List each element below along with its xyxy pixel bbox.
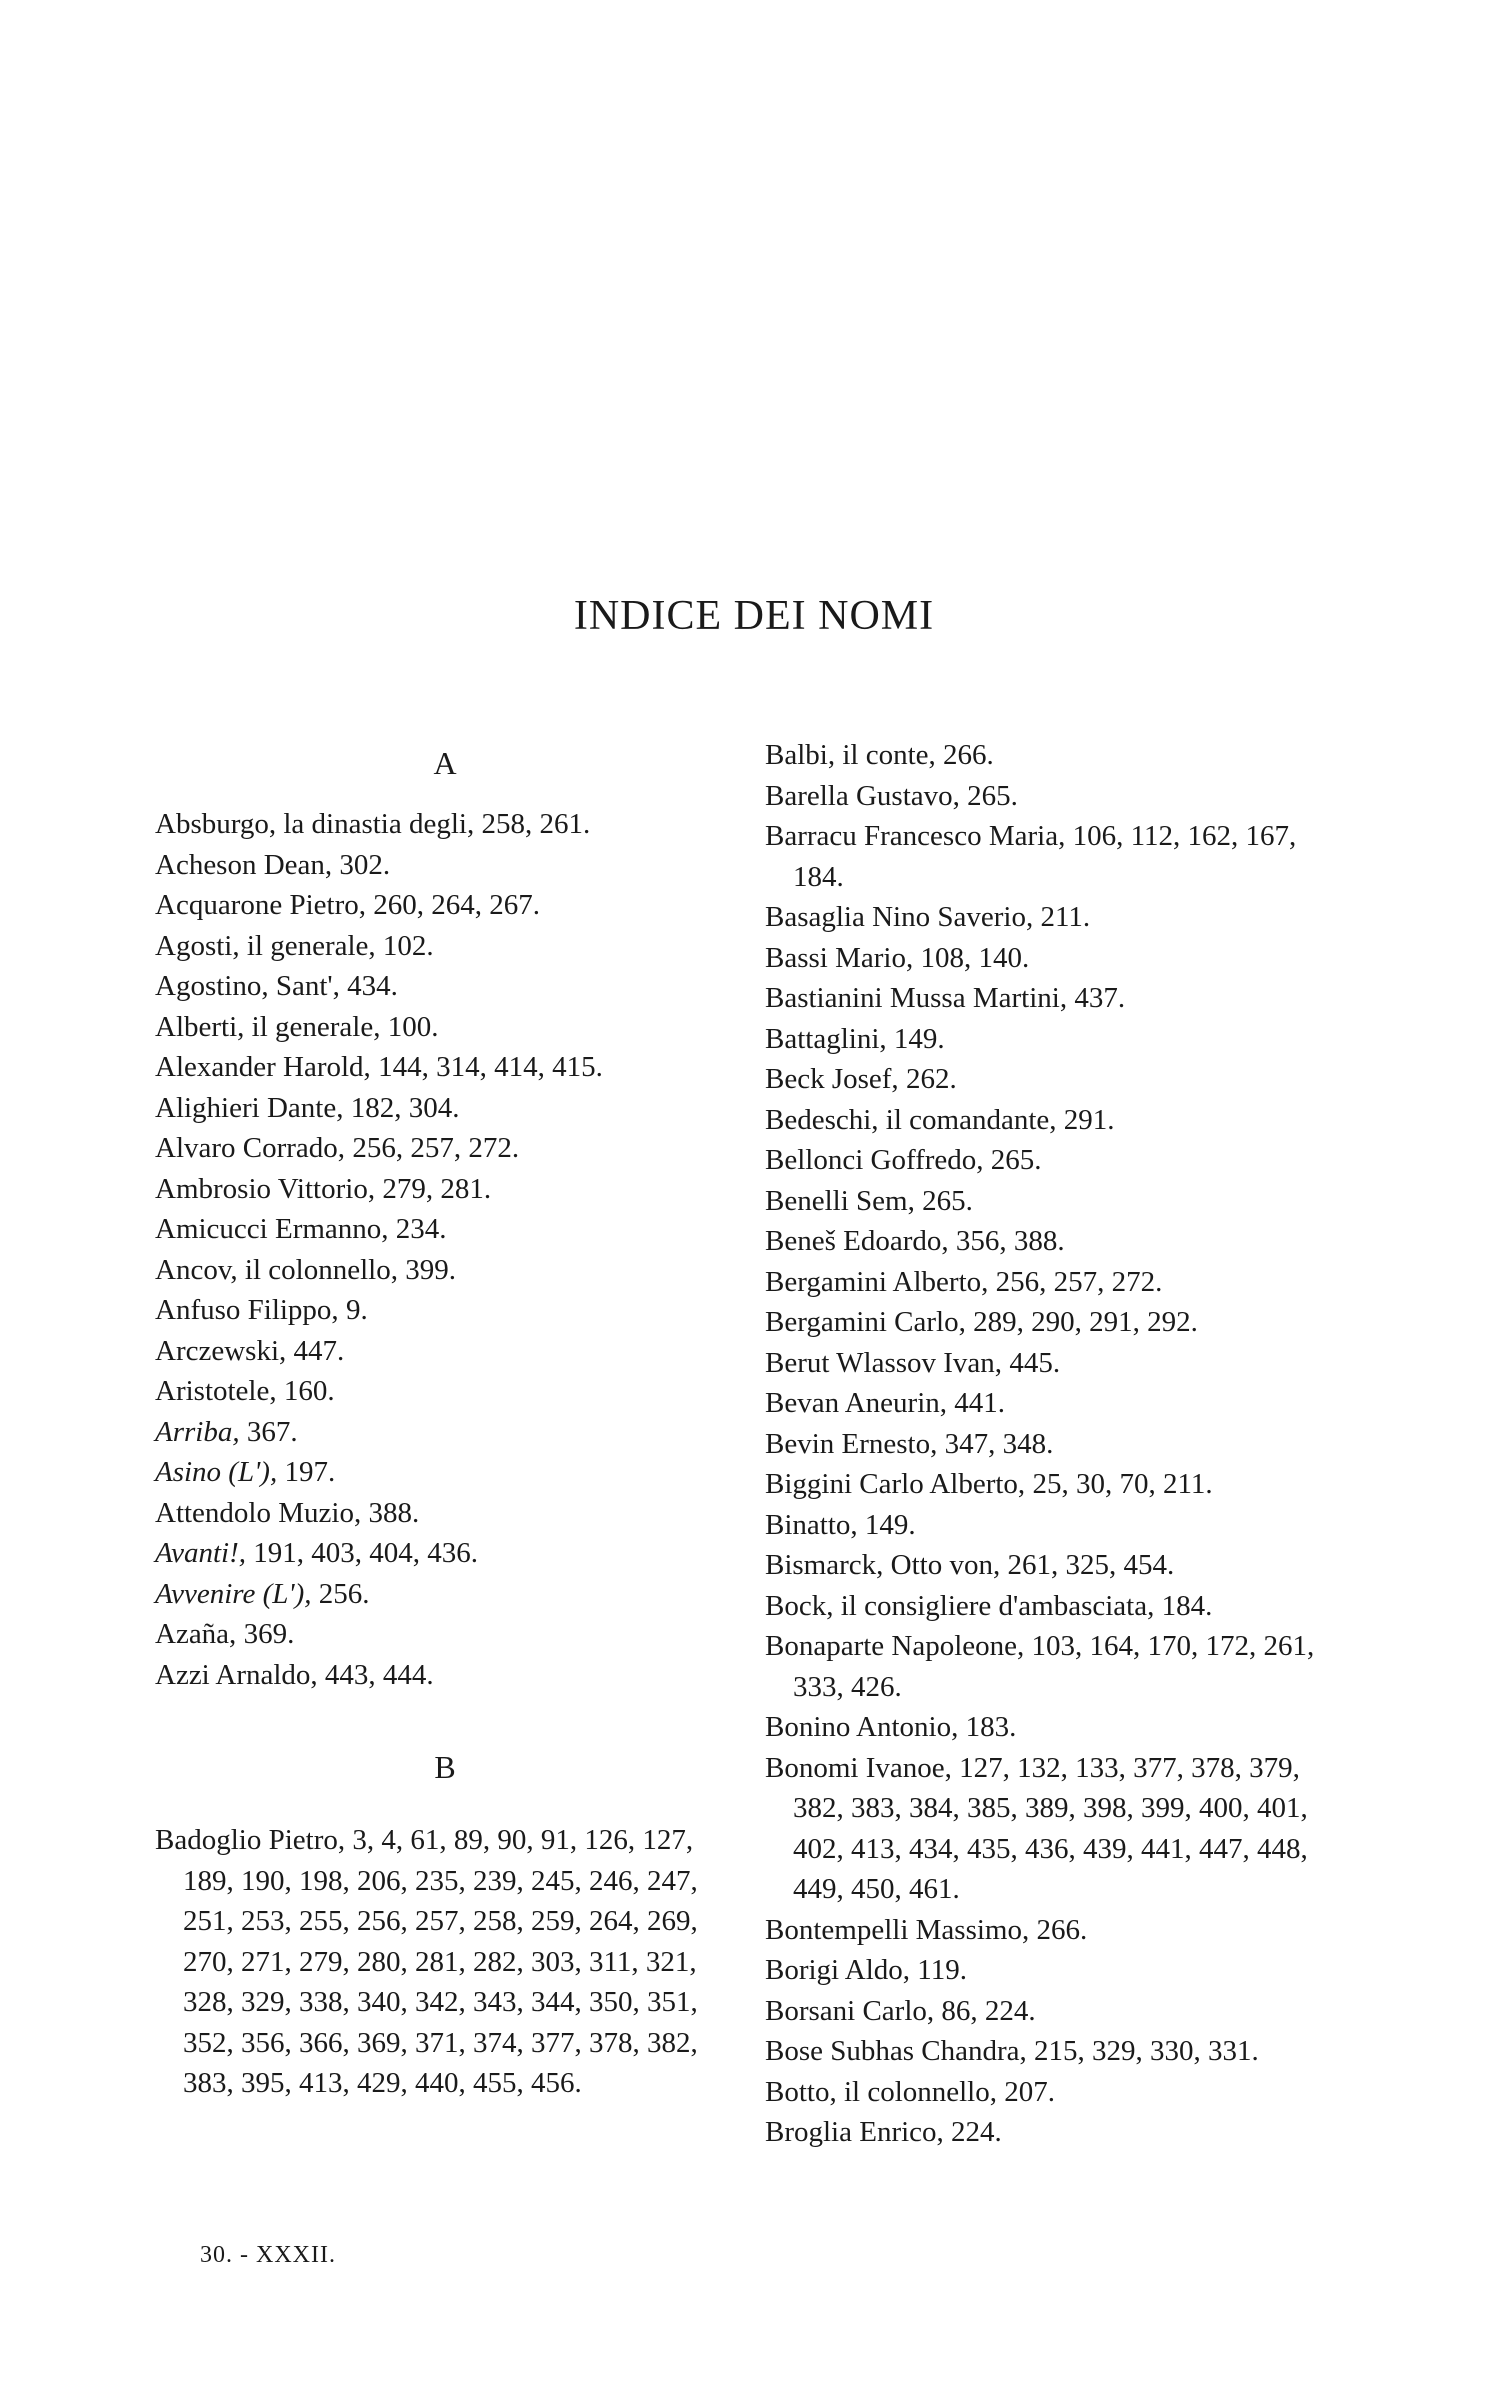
index-entry [765, 897, 1345, 938]
index-entry [155, 1047, 735, 1088]
entry-name: Bedeschi, il comandante, [765, 1103, 1057, 1136]
entry-name: Anfuso Filippo, [155, 1294, 339, 1326]
entry-name: Agosti, il generale, [155, 929, 376, 962]
index-entry [765, 1140, 1345, 1181]
index-entry [765, 1019, 1345, 1060]
entry-pages: 262. [905, 1063, 957, 1095]
index-entry [155, 1007, 735, 1048]
index-entry [155, 1088, 735, 1129]
entry-pages: 356, 388. [955, 1225, 1065, 1257]
entry-name: Binatto, [765, 1508, 858, 1541]
entry-pages: 197. [284, 1456, 336, 1488]
right-column [765, 735, 1345, 2153]
index-entry [765, 938, 1345, 979]
entry-pages: 160. [283, 1375, 335, 1407]
index-entry [765, 2031, 1345, 2072]
entry-name: Agostino, Sant', [155, 970, 340, 1002]
index-entry [765, 978, 1345, 1019]
index-entry [765, 1545, 1345, 1586]
entry-name: Ambrosio Vittorio, [155, 1172, 376, 1205]
index-entry [765, 1586, 1345, 1627]
index-entry [765, 1221, 1345, 1262]
index-entry [765, 1707, 1345, 1748]
entry-name: Bontempelli Massimo, [765, 1913, 1030, 1946]
index-entry [155, 926, 735, 967]
index-entry [155, 1614, 735, 1655]
entry-pages: 289, 290, 291, 292. [973, 1306, 1198, 1338]
entry-pages: 399. [405, 1253, 456, 1286]
entry-pages: 266. [1036, 1913, 1088, 1946]
index-entry [155, 1331, 735, 1372]
index-entry [155, 1574, 735, 1615]
entry-name: Bastianini Mussa Martini, [765, 982, 1068, 1014]
entry-name: Aristotele, [155, 1375, 277, 1407]
entry-name: Avanti!, [155, 1537, 247, 1569]
index-entry [765, 1383, 1345, 1424]
entry-pages: 207. [1004, 2075, 1055, 2108]
entry-name: Bassi Mario, [765, 941, 914, 974]
page-title: INDICE DEI NOMI [573, 593, 935, 639]
index-entry [155, 1290, 735, 1331]
entry-pages: 265. [922, 1184, 973, 1217]
entry-pages: 9. [345, 1294, 368, 1326]
index-entry [765, 1464, 1345, 1505]
index-entry [765, 2112, 1345, 2153]
entry-name: Bergamini Carlo, [765, 1306, 966, 1338]
entry-pages: 211. [1040, 901, 1091, 933]
entry-pages: 256, 257, 272. [995, 1265, 1163, 1298]
entry-pages: 447. [293, 1334, 345, 1367]
entry-pages: 103, 164, 170, 172, 261, 333, 426. [793, 1630, 1315, 1703]
entry-name: Borigi Aldo, [765, 1954, 911, 1986]
entry-name: Bonino Antonio, [765, 1711, 959, 1743]
section-b-list [155, 1820, 735, 2104]
entry-pages: 149. [893, 1022, 945, 1055]
entry-pages: 144, 314, 414, 415. [378, 1051, 603, 1083]
index-entry [765, 735, 1345, 776]
entry-name: Beneš Edoardo, [765, 1225, 949, 1257]
index-entry [765, 1950, 1345, 1991]
right-column-list [765, 735, 1345, 2153]
entry-name: Acquarone Pietro, [155, 889, 366, 921]
entry-pages: 279, 281. [382, 1172, 492, 1205]
index-entry [765, 1991, 1345, 2032]
index-entry [155, 1128, 735, 1169]
entry-pages: 182, 304. [350, 1091, 460, 1124]
index-entry [765, 1748, 1345, 1910]
entry-pages: 215, 329, 330, 331. [1034, 2035, 1259, 2067]
entry-pages: 119. [917, 1954, 967, 1986]
entry-name: Beck Josef, [765, 1063, 899, 1095]
entry-pages: 106, 112, 162, 167, 184. [793, 820, 1297, 893]
entry-pages: 434. [347, 970, 398, 1002]
index-entry [155, 1493, 735, 1534]
entry-name: Bellonci Goffredo, [765, 1144, 984, 1176]
entry-pages: 265. [990, 1144, 1042, 1176]
entry-pages: 260, 264, 267. [373, 889, 540, 921]
index-entry [765, 1100, 1345, 1141]
section-a-list [155, 804, 735, 1695]
entry-name: Bose Subhas Chandra, [765, 2035, 1027, 2067]
entry-pages: 86, 224. [941, 1994, 1036, 2027]
entry-name: Alvaro Corrado, [155, 1132, 346, 1164]
left-column [155, 735, 735, 2104]
entry-name: Alighieri Dante, [155, 1091, 344, 1124]
entry-pages: 291. [1063, 1103, 1115, 1136]
entry-name: Alberti, il generale, [155, 1010, 381, 1043]
entry-name: Absburgo, la dinastia degli, [155, 808, 475, 840]
entry-name: Biggini Carlo Alberto, [765, 1468, 1026, 1500]
index-entry [765, 816, 1345, 897]
entry-name: Azzi Arnaldo, [155, 1658, 318, 1691]
entry-name: Barracu Francesco Maria, [765, 820, 1066, 852]
index-entry [765, 1626, 1345, 1707]
index-entry [155, 1371, 735, 1412]
index-entry [155, 1169, 735, 1210]
entry-name: Bismarck, Otto von, [765, 1549, 1001, 1581]
entry-name: Battaglini, [765, 1022, 887, 1055]
entry-name: Bonaparte Napoleone, [765, 1630, 1025, 1662]
entry-name: Bevin Ernesto, [765, 1427, 938, 1460]
entry-name: Amicucci Ermanno, [155, 1213, 389, 1245]
entry-pages: 443, 444. [324, 1658, 434, 1691]
index-entry [765, 1059, 1345, 1100]
entry-pages: 184. [1161, 1589, 1213, 1622]
index-entry [765, 1424, 1345, 1465]
entry-pages: 234. [395, 1213, 447, 1245]
entry-name: Ancov, il colonnello, [155, 1253, 398, 1286]
index-entry [155, 1250, 735, 1291]
entry-name: Bock, il consigliere d'ambasciata, [765, 1589, 1155, 1622]
entry-name: Bonomi Ivanoe, [765, 1751, 952, 1784]
entry-name: Bevan Aneurin, [765, 1387, 948, 1419]
entry-pages: 25, 30, 70, 211. [1032, 1468, 1213, 1500]
index-entry [155, 966, 735, 1007]
index-entry [765, 1505, 1345, 1546]
entry-pages: 149. [864, 1508, 916, 1541]
entry-name: Azaña, [155, 1618, 237, 1650]
index-entry [765, 776, 1345, 817]
entry-pages: 261, 325, 454. [1007, 1549, 1175, 1581]
index-entry [155, 1209, 735, 1250]
entry-name: Arriba, [155, 1415, 240, 1448]
entry-name: Alexander Harold, [155, 1051, 371, 1083]
entry-name: Badoglio Pietro, [155, 1824, 346, 1856]
page-footer: 30. - XXXII. [200, 2242, 336, 2268]
entry-name: Bergamini Alberto, [765, 1265, 989, 1298]
entry-pages: 108, 140. [920, 941, 1030, 974]
entry-pages: 256. [318, 1577, 370, 1610]
entry-pages: 127, 132, 133, 377, 378, 379, 382, 383, 384, 385, 389, 398, 399, 400, 401, 402, 413, 434, 435, 436, 439, 441, 447, 448, 449, 450, 461. [793, 1751, 1308, 1905]
entry-name: Attendolo Muzio, [155, 1496, 362, 1529]
entry-pages: 347, 348. [944, 1427, 1054, 1460]
entry-pages: 100. [387, 1010, 439, 1043]
entry-name: Broglia Enrico, [765, 2116, 944, 2148]
index-entry [765, 1181, 1345, 1222]
entry-name: Botto, il colonnello, [765, 2075, 997, 2108]
entry-name: Arczewski, [155, 1334, 287, 1367]
index-entry [765, 1910, 1345, 1951]
entry-pages: 302. [339, 848, 391, 881]
entry-name: Acheson Dean, [155, 848, 333, 881]
entry-pages: 367. [246, 1415, 298, 1448]
index-entry [155, 845, 735, 886]
index-entry [155, 1452, 735, 1493]
entry-name: Benelli Sem, [765, 1184, 915, 1217]
entry-pages: 265. [967, 779, 1018, 812]
entry-name: Asino (L'), [155, 1456, 278, 1488]
entry-pages: 3, 4, 61, 89, 90, 91, 126, 127, 189, 190, 198, 206, 235, 239, 245, 246, 247, 251, 253, 255, 256, 257, 258, 259, 264, 269, 270, 271, 279, 280, 281, 282, 303, 311, 321, 328, 329, 338, 340, 342, 343, 344, 350, 351, 352, 356, 366, 369, 371, 374, 377, 378, 382, 383, 395, 413, 429, 440, 455, 456. [183, 1824, 698, 2099]
entry-name: Balbi, il conte, [765, 739, 936, 771]
entry-pages: 437. [1074, 982, 1126, 1014]
section-letter-b: B [434, 1749, 456, 1785]
entry-pages: 256, 257, 272. [352, 1132, 520, 1164]
entry-pages: 191, 403, 404, 436. [253, 1537, 479, 1569]
entry-pages: 266. [943, 739, 994, 771]
section-letter-a: A [433, 745, 457, 781]
entry-pages: 224. [951, 2116, 1002, 2148]
entry-pages: 445. [1009, 1346, 1061, 1379]
entry-name: Avvenire (L'), [155, 1577, 312, 1610]
index-entry [765, 1343, 1345, 1384]
entry-name: Barella Gustavo, [765, 779, 960, 812]
index-entry [155, 1412, 735, 1453]
index-entry [155, 1820, 735, 2104]
index-entry [765, 1302, 1345, 1343]
entry-pages: 183. [965, 1711, 1017, 1743]
entry-pages: 258, 261. [481, 808, 591, 840]
entry-name: Borsani Carlo, [765, 1994, 935, 2027]
index-entry [765, 1262, 1345, 1303]
index-entry [155, 804, 735, 845]
entry-pages: 369. [243, 1618, 295, 1650]
entry-pages: 388. [368, 1496, 420, 1529]
entry-pages: 441. [954, 1387, 1006, 1419]
index-entry [155, 885, 735, 926]
entry-name: Berut Wlassov Ivan, [765, 1346, 1003, 1379]
index-entry [155, 1655, 735, 1696]
index-entry [155, 1533, 735, 1574]
entry-name: Basaglia Nino Saverio, [765, 901, 1034, 933]
entry-pages: 102. [382, 929, 434, 962]
index-entry [765, 2072, 1345, 2113]
